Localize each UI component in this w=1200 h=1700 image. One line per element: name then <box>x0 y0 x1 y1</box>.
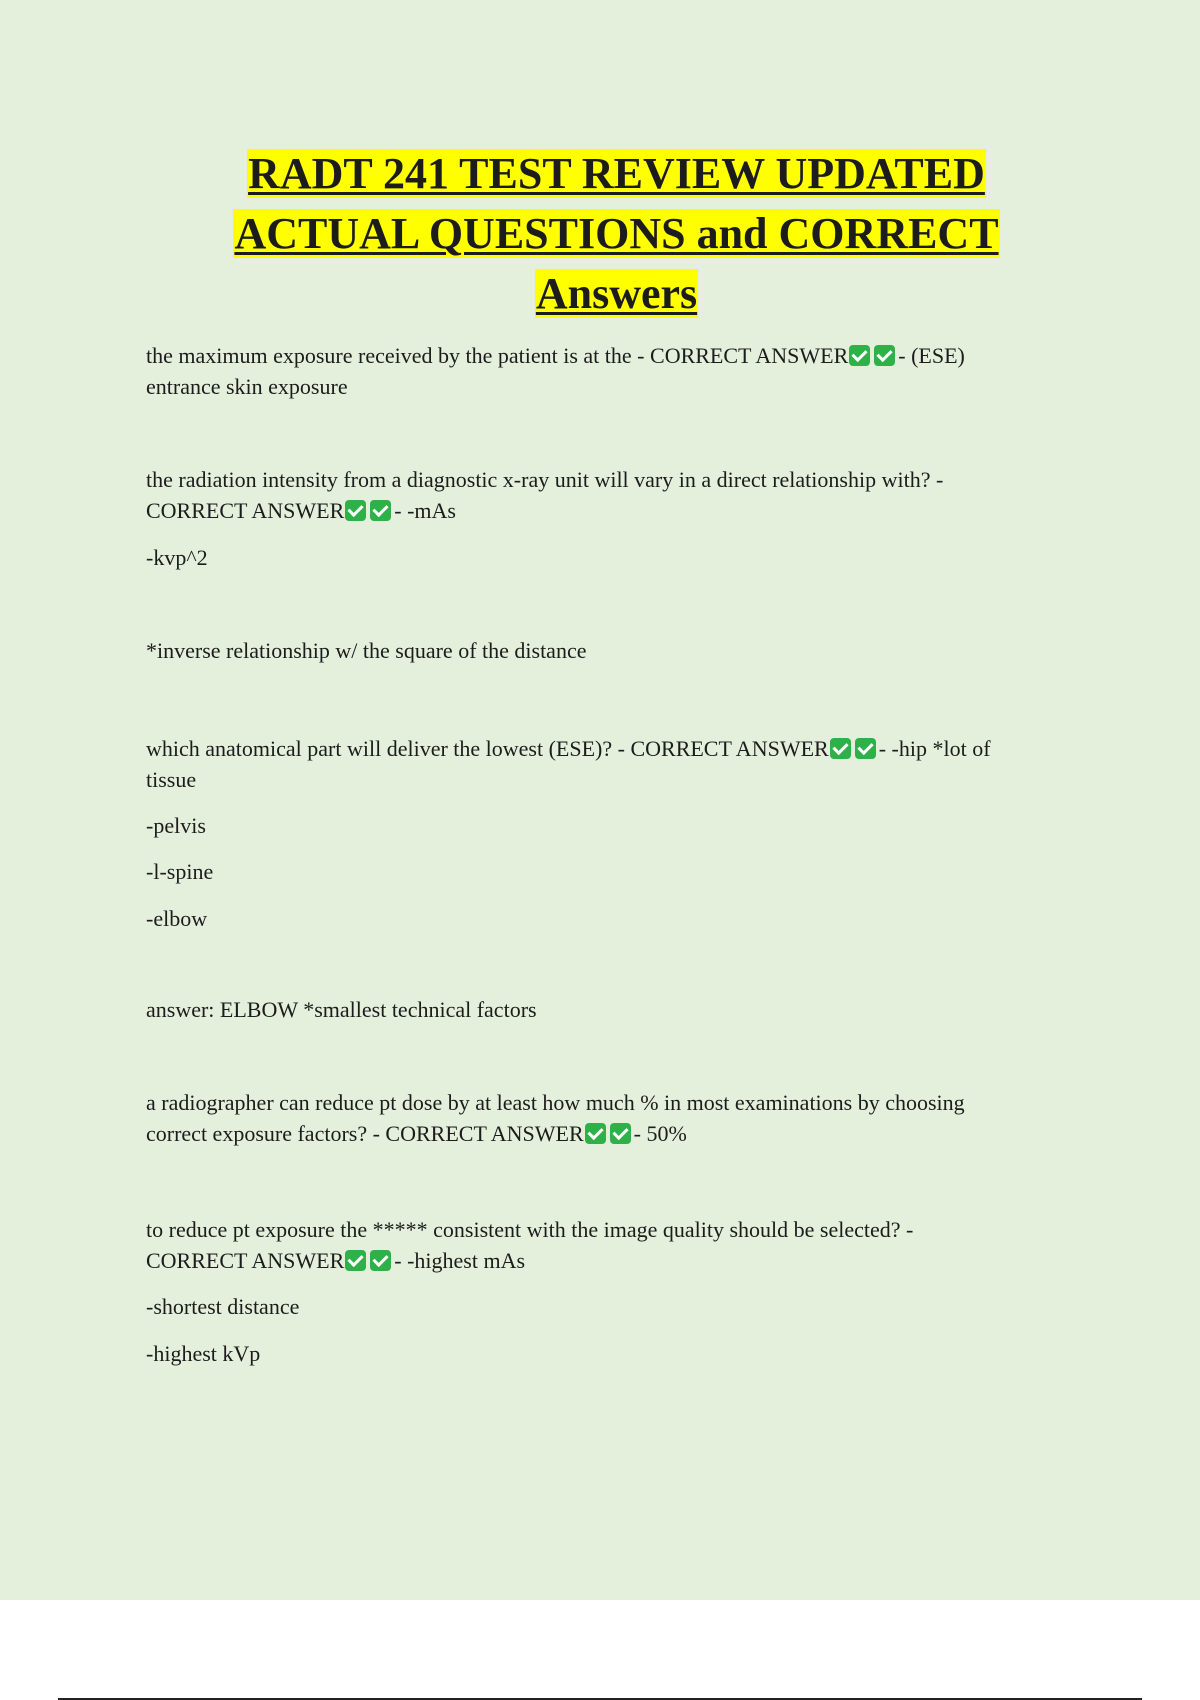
answer-text-continued: tissue <box>146 767 197 792</box>
check-box-icon <box>585 1123 606 1144</box>
answer-line: -elbow <box>146 906 208 931</box>
answer-text: - -highest mAs <box>394 1248 526 1273</box>
check-box-icon <box>849 345 870 366</box>
check-box-icon <box>370 500 391 521</box>
answer-line: -highest kVp <box>146 1341 261 1366</box>
answer-line: -kvp^2 <box>146 545 208 570</box>
qa-item-5 <box>146 1214 1046 1276</box>
answer-text: - 50% <box>633 1121 687 1146</box>
check-box-icon <box>610 1123 631 1144</box>
answer-text: - (ESE) <box>898 343 965 368</box>
check-box-icon <box>874 345 895 366</box>
answer-text: - -hip *lot of <box>878 736 991 761</box>
check-box-icon <box>855 738 876 759</box>
answer-text: - -mAs <box>394 498 456 523</box>
answer-line: -pelvis <box>146 813 206 838</box>
qa-item-1 <box>146 340 1096 402</box>
qa-item-4 <box>146 1087 1066 1149</box>
document-title <box>0 144 1200 324</box>
answer-text-continued: entrance skin exposure <box>146 374 348 399</box>
check-box-icon <box>345 500 366 521</box>
check-box-icon <box>830 738 851 759</box>
question-text: a radiographer can reduce pt dose by at least how much % in most examinations by choosing <box>146 1090 965 1115</box>
correct-answer-label: CORRECT ANSWER <box>146 1248 345 1273</box>
qa-item-3 <box>146 733 1096 795</box>
correct-answer-label: CORRECT ANSWER <box>630 736 829 761</box>
check-box-icon <box>370 1250 391 1271</box>
title-line-1: RADT 241 TEST REVIEW UPDATED <box>248 149 985 198</box>
answer-line: -l-spine <box>146 859 214 884</box>
question-text-continued: correct exposure factors? - <box>146 1121 380 1146</box>
check-box-icon <box>345 1250 366 1271</box>
correct-answer-label: CORRECT ANSWER <box>385 1121 584 1146</box>
qa-item-2 <box>146 464 1046 526</box>
title-line-3: Answers <box>535 269 698 318</box>
question-text: the radiation intensity from a diagnostic x-ray unit will vary in a direct relationship with? - <box>146 467 944 492</box>
question-text: the maximum exposure received by the patient is at the - <box>146 343 645 368</box>
answer-line: -shortest distance <box>146 1294 300 1319</box>
title-line-2: ACTUAL QUESTIONS and CORRECT <box>234 209 999 258</box>
note-line: *inverse relationship w/ the square of the distance <box>146 638 587 663</box>
question-text: to reduce pt exposure the ***** consistent with the image quality should be selected? - <box>146 1217 914 1242</box>
correct-answer-label: CORRECT ANSWER <box>146 498 345 523</box>
note-line: answer: ELBOW *smallest technical factors <box>146 997 537 1022</box>
question-text: which anatomical part will deliver the lowest (ESE)? - <box>146 736 625 761</box>
correct-answer-label: CORRECT ANSWER <box>650 343 849 368</box>
